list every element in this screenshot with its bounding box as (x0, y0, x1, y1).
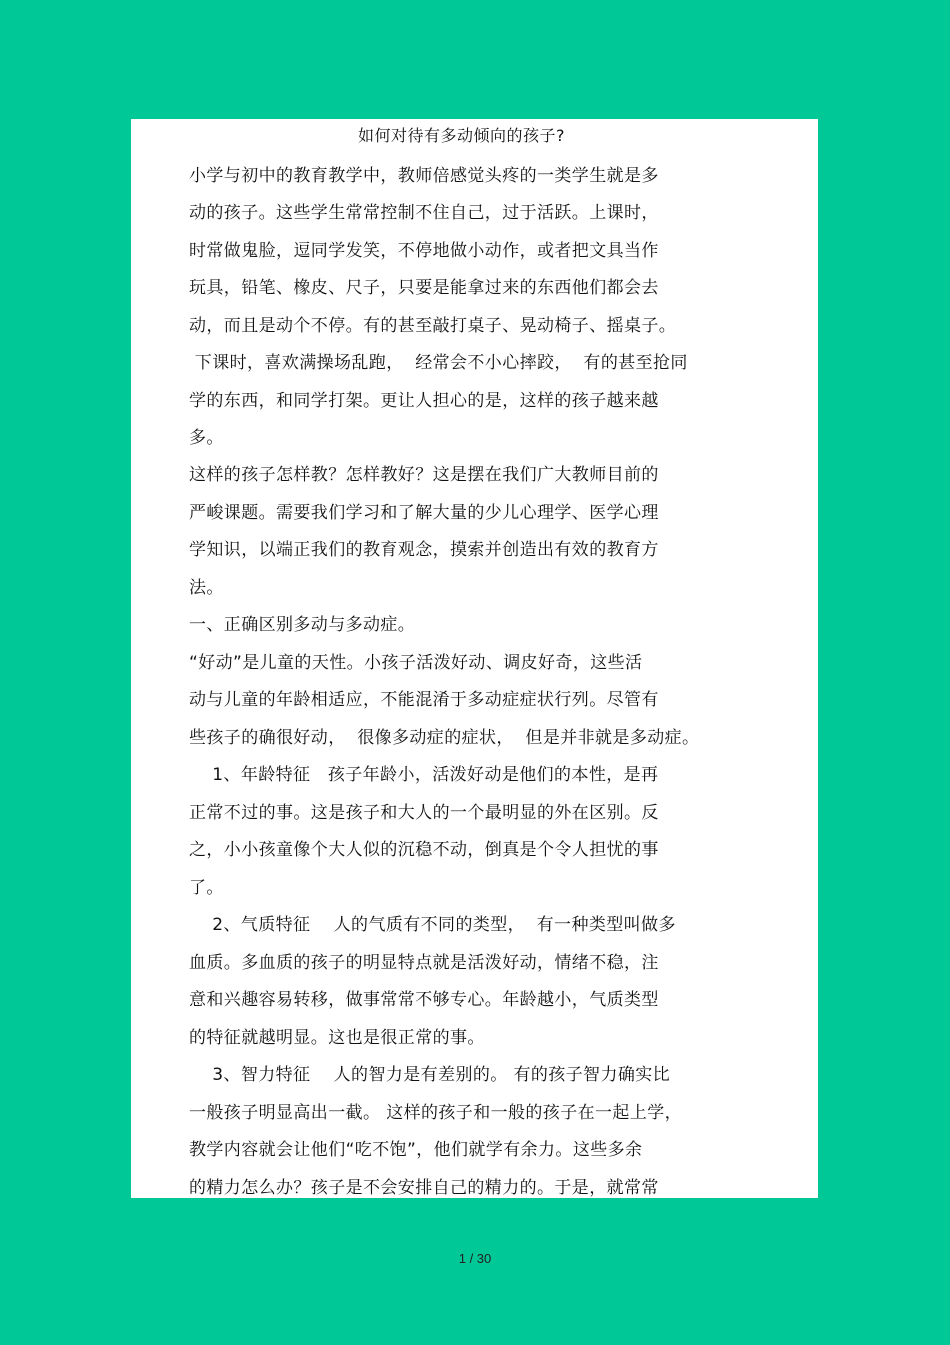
body-text-line: “好动”是儿童的天性。小孩子活泼好动、调皮好奇，这些活 (189, 653, 643, 673)
body-text-line: 3、智力特征 人的智力是有差别的。 有的孩子智力确实比 (189, 1065, 671, 1085)
body-text-line: 一、正确区别多动与多动症。 (189, 615, 416, 635)
body-text-line: 的特征就越明显。这也是很正常的事。 (189, 1028, 485, 1048)
body-text-line: 多。 (189, 428, 224, 448)
body-text-line: 些孩子的确很好动， 很像多动症的症状， 但是并非就是多动症。 (189, 728, 700, 748)
body-text-line: 动与儿童的年龄相适应，不能混淆于多动症症状行列。尽管有 (189, 690, 659, 710)
body-text-line: 学的东西，和同学打架。更让人担心的是，这样的孩子越来越 (189, 391, 659, 411)
body-text-line: 下课时，喜欢满操场乱跑， 经常会不小心摔跤， 有的甚至抢同 (189, 353, 688, 373)
body-text-line: 2、气质特征 人的气质有不同的类型， 有一种类型叫做多 (189, 915, 676, 935)
document-title-text: 如何对待有多动倾向的孩子? (358, 126, 565, 145)
body-text-line: 严峻课题。需要我们学习和了解大量的少儿心理学、医学心理 (189, 503, 659, 523)
body-text-line: 时常做鬼脸，逗同学发笑，不停地做小动作，或者把文具当作 (189, 241, 659, 261)
body-text-line: 小学与初中的教育教学中，教师倍感觉头疼的一类学生就是多 (189, 166, 659, 186)
body-text-line: 1、年龄特征 孩子年龄小，活泼好动是他们的本性，是再 (189, 765, 659, 785)
body-text-line: 血质。多血质的孩子的明显特点就是活泼好动，情绪不稳，注 (189, 953, 659, 973)
body-text-line: 一般孩子明显高出一截。 这样的孩子和一般的孩子在一起上学， (189, 1103, 683, 1123)
body-text-line: 法。 (189, 578, 224, 598)
document-page (131, 119, 818, 1198)
body-text-line: 动，而且是动个不停。有的甚至敲打桌子、晃动椅子、摇桌子。 (189, 316, 677, 336)
body-text-line: 动的孩子。这些学生常常控制不住自己，过于活跃。上课时， (189, 203, 659, 223)
body-text-line: 玩具，铅笔、橡皮、尺子，只要是能拿过来的东西他们都会去 (189, 278, 659, 298)
body-text-line: 了。 (189, 878, 224, 898)
body-text-line: 这样的孩子怎样教？怎样教好？这是摆在我们广大教师目前的 (189, 465, 659, 485)
body-text-line: 正常不过的事。这是孩子和大人的一个最明显的外在区别。反 (189, 803, 659, 823)
body-text-line: 的精力怎么办？孩子是不会安排自己的精力的。于是，就常常 (189, 1178, 659, 1198)
document-title (131, 123, 818, 146)
body-text-line: 之，小小孩童像个大人似的沉稳不动，倒真是个令人担忧的事 (189, 840, 659, 860)
body-text-line: 意和兴趣容易转移，做事常常不够专心。年龄越小，气质类型 (189, 990, 659, 1010)
body-text-line: 学知识，以端正我们的教育观念，摸索并创造出有效的教育方 (189, 540, 659, 560)
page-number: 1 / 30 (458, 1251, 492, 1266)
body-text-line: 教学内容就会让他们“吃不饱”，他们就学有余力。这些多余 (189, 1140, 643, 1160)
